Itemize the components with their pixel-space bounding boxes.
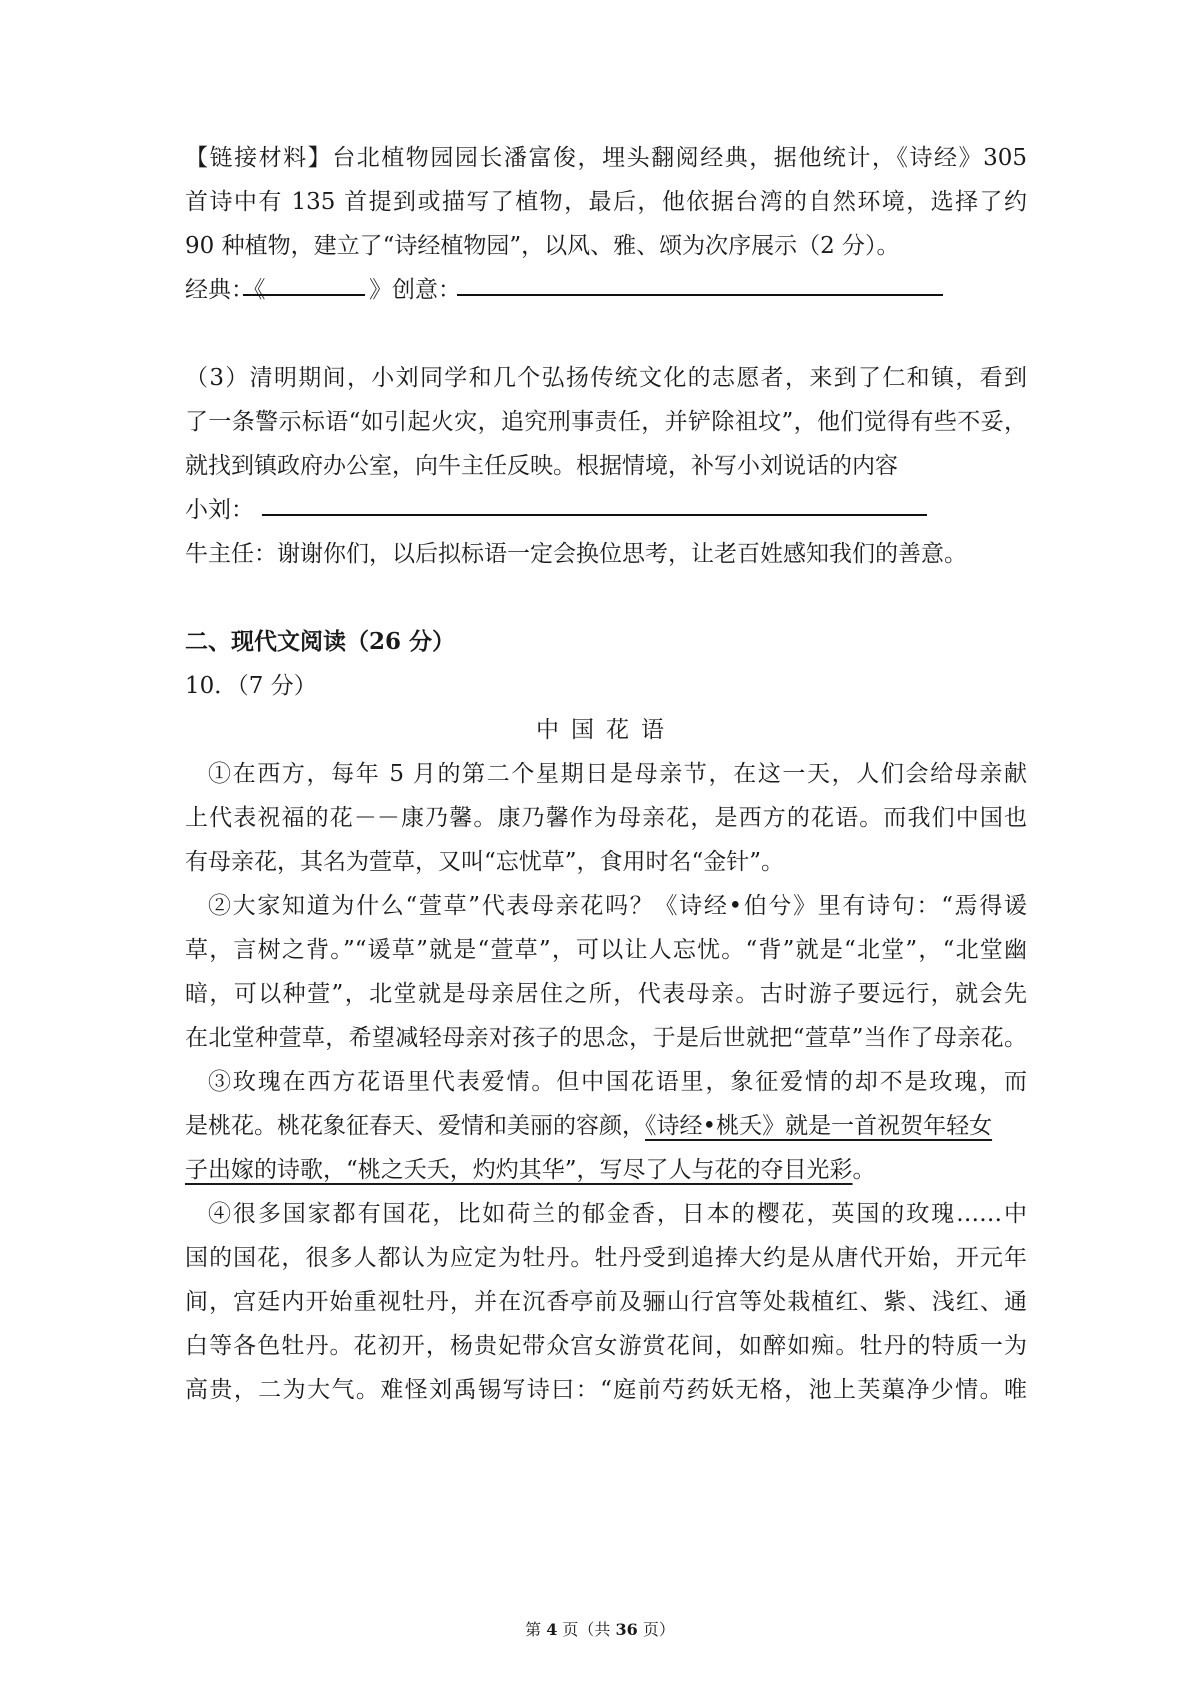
- text-line: 了一条警示标语“如引起火灾，追究刑事责任，并铲除祖坟”，他们觉得有些不妥，: [185, 409, 1027, 435]
- plain-text: 。: [852, 1157, 876, 1183]
- underlined-text: 《诗经•桃夭》就是一首祝贺年轻女: [645, 1113, 993, 1139]
- paragraph-line: [185, 1152, 1027, 1188]
- underlined-text: 子出嫁的诗歌，“桃之夭夭，灼灼其华”，写尽了人与花的夺目光彩: [185, 1157, 853, 1183]
- text-line: 首诗中有 135 首提到或描写了植物，最后，他依据台湾的自然环境，选择了约: [185, 189, 1027, 215]
- xiaoliu-label: 小刘：: [185, 497, 254, 523]
- answer-middle: 》创意：: [369, 277, 461, 303]
- footer-prefix: 第: [525, 1620, 547, 1639]
- creativity-answer-blank[interactable]: [457, 294, 943, 296]
- article-title: 中国花语: [536, 717, 676, 743]
- paragraph-line: ②大家知道为什么“萱草”代表母亲花吗？《诗经•伯兮》里有诗句：“焉得谖: [208, 893, 1027, 919]
- page-footer: [0, 1619, 1200, 1641]
- paragraph-line: 暗，可以种萱”，北堂就是母亲居住之所，代表母亲。古时游子要远行，就会先: [185, 981, 1027, 1007]
- paragraph-line: 上代表祝福的花－－康乃馨。康乃馨作为母亲花，是西方的花语。而我们中国也: [185, 805, 1027, 831]
- paragraph-line: 草，言树之背。”“谖草”就是“萱草”，可以让人忘忧。“背”就是“北堂”，“北堂幽: [185, 937, 1027, 963]
- xiaoliu-answer-line: [185, 492, 1027, 528]
- text-line: （3）清明期间，小刘同学和几个弘扬传统文化的志愿者，来到了仁和镇，看到: [185, 365, 1027, 391]
- xiaoliu-answer-blank[interactable]: [262, 514, 927, 516]
- footer-suffix: 页）: [637, 1620, 675, 1639]
- paragraph-line: 有母亲花，其名为萱草，又叫“忘忧草”，食用时名“金针”。: [185, 849, 785, 875]
- answer-prefix: 经典：《: [185, 277, 266, 303]
- text-line: 90 种植物，建立了“诗经植物园”，以风、雅、颂为次序展示（2 分）。: [185, 233, 900, 259]
- paragraph-line: 在北堂种萱草，希望减轻母亲对孩子的思念，于是后世就把“萱草”当作了母亲花。: [185, 1025, 1027, 1051]
- paragraph-line: ④很多国家都有国花，比如荷兰的郁金香，日本的樱花，英国的玫瑰……中: [208, 1201, 1027, 1227]
- text-line: 就找到镇政府办公室，向牛主任反映。根据情境，补写小刘说话的内容: [185, 453, 898, 479]
- footer-middle: 页（共: [557, 1620, 616, 1639]
- paragraph-line: 白等各色牡丹。花初开，杨贵妃带众宫女游赏花间，如醉如痴。牡丹的特质一为: [185, 1333, 1027, 1359]
- paragraph-line: [185, 1108, 1027, 1144]
- text-line: 【链接材料】台北植物园园长潘富俊，埋头翻阅经典，据他统计，《诗经》305: [185, 145, 1027, 171]
- question-number: 10．（7 分）: [185, 673, 317, 699]
- total-pages: 36: [615, 1620, 638, 1639]
- plain-text: 是桃花。桃花象征春天、爱情和美丽的容颜，: [185, 1113, 645, 1139]
- paragraph-line: 高贵，二为大气。难怪刘禹锡写诗曰：“庭前芍药妖无格，池上芙蕖净少情。唯: [185, 1377, 1027, 1403]
- answer-line-classic: [185, 272, 1027, 308]
- section-heading: 二、现代文阅读（26 分）: [185, 628, 456, 655]
- niu-reply: 牛主任：谢谢你们，以后拟标语一定会换位思考，让老百姓感知我们的善意。: [185, 541, 967, 567]
- paragraph-line: 国的国花，很多人都认为应定为牡丹。牡丹受到追捧大约是从唐代开始，开元年: [185, 1245, 1027, 1271]
- paragraph-line: ③玫瑰在西方花语里代表爱情。但中国花语里，象征爱情的却不是玫瑰，而: [208, 1069, 1027, 1095]
- paragraph-line: ①在西方，每年 5 月的第二个星期日是母亲节，在这一天，人们会给母亲献: [208, 761, 1027, 787]
- classic-answer-blank[interactable]: [243, 294, 365, 296]
- current-page: 4: [546, 1620, 558, 1639]
- paragraph-line: 间，宫廷内开始重视牡丹，并在沉香亭前及骊山行宫等处栽植红、紫、浅红、通: [185, 1289, 1027, 1315]
